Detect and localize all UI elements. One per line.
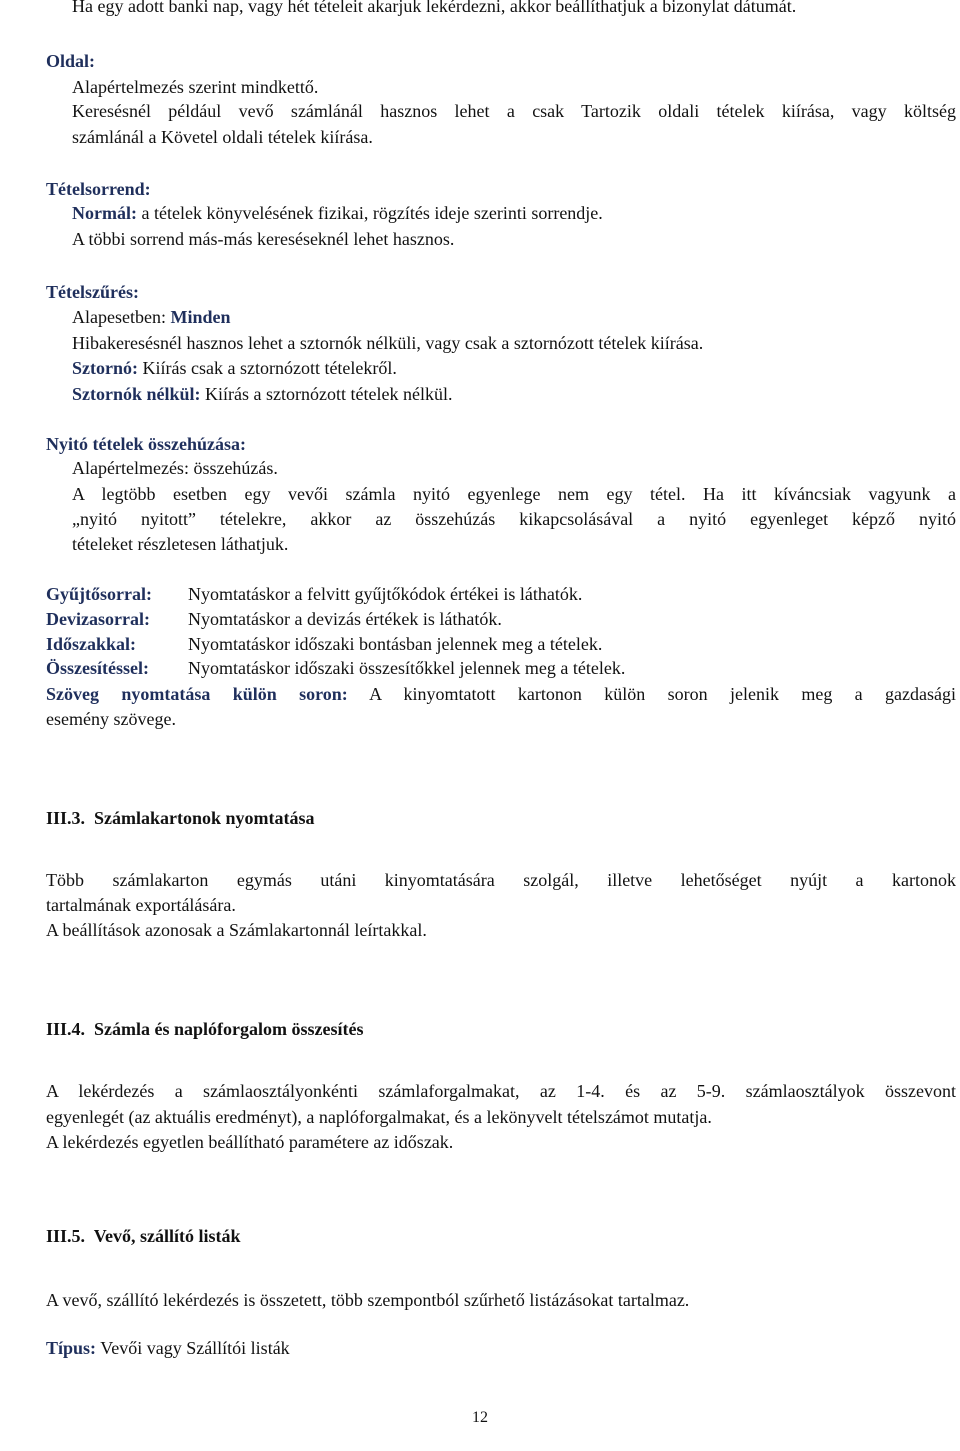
normal-label: Normál: xyxy=(72,203,137,223)
s5-tipus xyxy=(46,1336,290,1361)
s3-line-1: Több számlakarton egymás utáni kinyomtatására szolgál, illetve lehetőséget nyújt a kartonok xyxy=(46,870,956,890)
oldal-title: Oldal: xyxy=(46,51,96,71)
szoveg-line-1 xyxy=(46,682,956,707)
tetelsorrend-normal xyxy=(72,201,603,226)
option-label: Időszakkal: xyxy=(46,634,137,654)
s4-line-2: egyenlegét (az aktuális eredményt), a naplóforgalmakat, és a lekönyvelt tételszámot mutatja. xyxy=(46,1107,712,1127)
tetelszures-title: Tételszűrés: xyxy=(46,282,139,302)
option-text: Nyomtatáskor időszaki bontásban jelennek meg a tételek. xyxy=(188,634,603,654)
no-storno-text: Kiírás a sztornózott tételek nélkül. xyxy=(200,384,453,404)
section-heading-4: III.4. Számla és naplóforgalom összesítés xyxy=(46,1019,364,1039)
szoveg-label: Szöveg nyomtatása külön soron: xyxy=(46,684,348,704)
nyito-line-2: „nyitó nyitott” tételekre, akkor az összehúzás kikapcsolásával a nyitó egyenleget képző nyitó xyxy=(72,509,956,529)
option-text: Nyomtatáskor időszaki összesítőkkel jelennek meg a tételek. xyxy=(188,658,626,678)
intro-date-line: Ha egy adott banki nap, vagy hét tételeit akarjuk lekérdezni, akkor beállíthatjuk a bizonylat dátumát. xyxy=(72,0,797,16)
tetelsorrend-other: A többi sorrend más-más kereséseknél lehet hasznos. xyxy=(72,229,455,249)
option-devizasor xyxy=(46,607,502,632)
tetelszures-desc: Hibakeresésnél hasznos lehet a sztornók nélküli, vagy csak a sztornózott tételek kiírása. xyxy=(72,333,704,353)
tetelszures-default xyxy=(72,305,230,330)
szoveg-text: A kinyomtatott kartonon külön soron jelenik meg a gazdasági xyxy=(347,684,956,704)
default-label: Alapesetben: xyxy=(72,307,171,327)
section-heading-5: III.5. Vevő, szállító listák xyxy=(46,1226,241,1246)
section-heading-3: III.3. Számlakartonok nyomtatása xyxy=(46,808,315,828)
s4-line-1: A lekérdezés a számlaosztályonkénti számlaforgalmakat, az 1-4. és az 5-9. számlaosztályok összevont xyxy=(46,1081,956,1101)
s3-line-2: tartalmának exportálására. xyxy=(46,895,236,915)
option-text: Nyomtatáskor a devizás értékek is láthatók. xyxy=(188,609,502,629)
normal-text: a tételek könyvelésének fizikai, rögzítés ideje szerinti sorrendje. xyxy=(136,203,603,223)
nyito-title: Nyitó tételek összehúzása: xyxy=(46,434,246,454)
szoveg-line-2: esemény szövege. xyxy=(46,709,176,729)
option-idoszak xyxy=(46,632,602,657)
tipus-label: Típus: xyxy=(46,1338,97,1358)
nyito-default: Alapértelmezés: összehúzás. xyxy=(72,458,278,478)
s5-line-1: A vevő, szállító lekérdezés is összetett, több szempontból szűrhető listázásokat tartalmaz. xyxy=(46,1290,690,1310)
oldal-desc-1: Keresésnél például vevő számlánál hasznos lehet a csak Tartozik oldali tételek kiírása, vagy költség xyxy=(72,101,956,121)
page-number: 12 xyxy=(472,1409,488,1426)
tipus-text: Vevői vagy Szállítói listák xyxy=(96,1338,290,1358)
option-osszesites xyxy=(46,656,625,681)
oldal-default: Alapértelmezés szerint mindkettő. xyxy=(72,77,319,97)
tetelszures-storno xyxy=(72,356,397,381)
s4-line-3: A lekérdezés egyetlen beállítható paramétere az időszak. xyxy=(46,1132,454,1152)
option-text: Nyomtatáskor a felvitt gyűjtőkódok értékei is láthatók. xyxy=(188,584,583,604)
nyito-line-1: A legtöbb esetben egy vevői számla nyitó egyenlege nem egy tétel. Ha itt kíváncsiak vagyunk a xyxy=(72,484,956,504)
tetelszures-no-storno xyxy=(72,382,452,407)
nyito-line-3: tételeket részletesen láthatjuk. xyxy=(72,534,289,554)
option-label: Összesítéssel: xyxy=(46,658,149,678)
oldal-desc-2: számlánál a Követel oldali tételek kiírása. xyxy=(72,127,373,147)
no-storno-label: Sztornók nélkül: xyxy=(72,384,201,404)
default-value: Minden xyxy=(170,307,231,327)
option-label: Devizasorral: xyxy=(46,609,150,629)
option-gyujtosor xyxy=(46,582,582,607)
tetelsorrend-title: Tételsorrend: xyxy=(46,179,151,199)
option-label: Gyűjtősorral: xyxy=(46,584,152,604)
s3-line-3: A beállítások azonosak a Számlakartonnál leírtakkal. xyxy=(46,920,427,940)
storno-text: Kiírás csak a sztornózott tételekről. xyxy=(138,358,397,378)
storno-label: Sztornó: xyxy=(72,358,138,378)
